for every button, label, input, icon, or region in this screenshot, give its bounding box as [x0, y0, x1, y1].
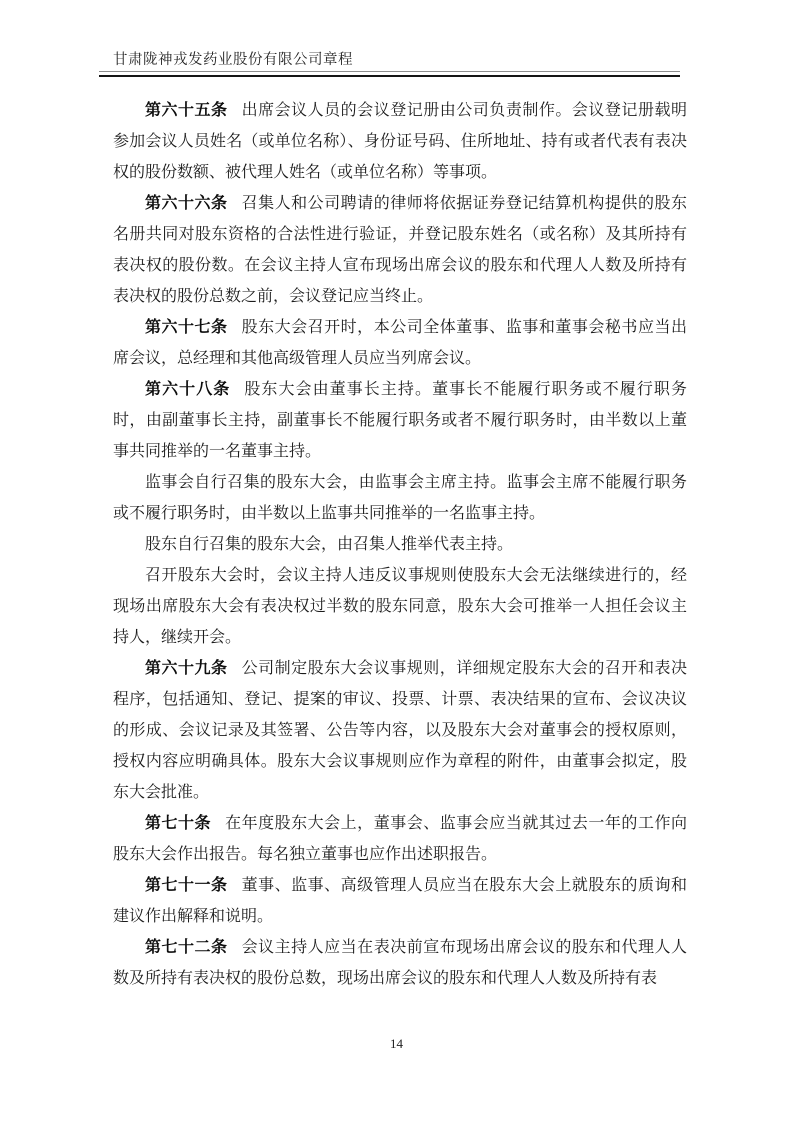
article-label: 第六十八条: [145, 381, 231, 398]
paragraph: [113, 374, 687, 467]
header-rule: [99, 71, 680, 77]
header-title: 甘肃陇神戎发药业股份有限公司章程: [113, 52, 353, 68]
page-footer: [0, 1036, 793, 1052]
paragraph: [113, 529, 687, 560]
article-label: 第六十九条: [145, 660, 228, 677]
article-text: 召开股东大会时，会议主持人违反议事规则使股东大会无法继续进行的，经现场出席股东大会有表决权过半数的股东同意，股东大会可推举一人担任会议主持人，继续开会。: [113, 567, 687, 646]
paragraph: [113, 932, 687, 994]
page-number: 14: [390, 1036, 403, 1051]
paragraph: [113, 653, 687, 808]
article-text: 股东大会由董事长主持。董事长不能履行职务或不履行职务时，由副董事长主持，副董事长不能履行职务或者不履行职务时，由半数以上董事共同推举的一名董事主持。: [113, 381, 687, 460]
article-text: 会议主持人应当在表决前宣布现场出席会议的股东和代理人人数及所持有表决权的股份总数，现场出席会议的股东和代理人人数及所持有表: [113, 939, 687, 987]
page-header: [99, 51, 680, 77]
paragraph: [113, 95, 687, 188]
article-text: 在年度股东大会上，董事会、监事会应当就其过去一年的工作向股东大会作出报告。每名独立董事也应作出述职报告。: [113, 815, 687, 863]
article-text: 股东大会召开时，本公司全体董事、监事和董事会秘书应当出席会议，总经理和其他高级管理人员应当列席会议。: [113, 319, 687, 367]
paragraph: [113, 467, 687, 529]
article-label: 第六十五条: [145, 102, 228, 119]
paragraph: [113, 312, 687, 374]
paragraph: [113, 870, 687, 932]
document-body: [113, 95, 687, 994]
article-text: 董事、监事、高级管理人员应当在股东大会上就股东的质询和建议作出解释和说明。: [113, 877, 687, 925]
article-label: 第六十七条: [145, 319, 228, 336]
article-text: 公司制定股东大会议事规则，详细规定股东大会的召开和表决程序，包括通知、登记、提案的审议、投票、计票、表决结果的宣布、会议决议的形成、会议记录及其签署、公告等内容，以及股东大会对董事会的授权原则，授权内容应明确具体。股东大会议事规则应作为章程的附件，由董事会拟定，股东大会批准。: [113, 660, 687, 801]
article-label: 第七十一条: [145, 877, 228, 894]
article-text: 出席会议人员的会议登记册由公司负责制作。会议登记册载明参加会议人员姓名（或单位名称）、身份证号码、住所地址、持有或者代表有表决权的股份数额、被代理人姓名（或单位名称）等事项。: [113, 102, 687, 181]
article-label: 第七十二条: [145, 939, 228, 956]
article-label: 第七十条: [145, 815, 212, 832]
paragraph: [113, 188, 687, 312]
paragraph: [113, 808, 687, 870]
article-text: 股东自行召集的股东大会，由召集人推举代表主持。: [145, 536, 514, 553]
article-text: 召集人和公司聘请的律师将依据证券登记结算机构提供的股东名册共同对股东资格的合法性进行验证，并登记股东姓名（或名称）及其所持有表决权的股份数。在会议主持人宣布现场出席会议的股东和代理人人数及所持有表决权的股份总数之前，会议登记应当终止。: [113, 195, 687, 305]
paragraph: [113, 560, 687, 653]
article-text: 监事会自行召集的股东大会，由监事会主席主持。监事会主席不能履行职务或不履行职务时，由半数以上监事共同推举的一名监事主持。: [113, 474, 687, 522]
article-label: 第六十六条: [145, 195, 228, 212]
